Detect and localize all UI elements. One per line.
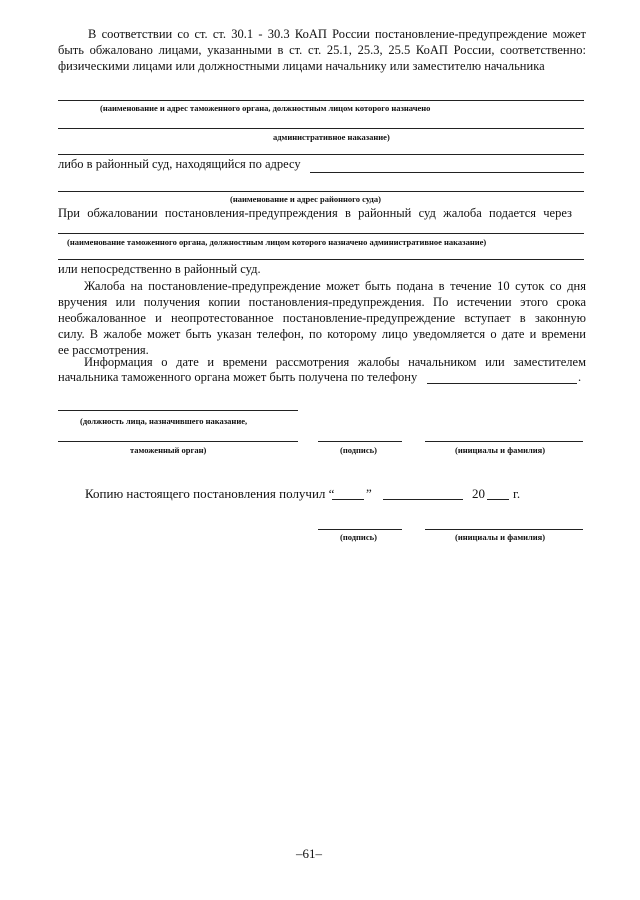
initials-blank-2[interactable] xyxy=(425,529,583,530)
signature-blank-1[interactable] xyxy=(318,441,402,442)
customs-authority-blank-3[interactable] xyxy=(58,154,584,155)
appeal-authority-caption: (наименование таможенного органа, должностным лицом которого назначено административное наказание) xyxy=(67,237,487,247)
court-address-blank[interactable] xyxy=(310,172,584,173)
page-number: –61– xyxy=(296,846,322,861)
receipt-day-blank[interactable] xyxy=(332,499,364,500)
court-line-text: либо в районный суд, находящийся по адресу xyxy=(58,157,301,171)
info-line-2: начальника таможенного органа может быть получена по телефону xyxy=(58,370,418,384)
initials-caption-2: (инициалы и фамилия) xyxy=(455,532,546,542)
court-address-blank-2[interactable] xyxy=(58,191,584,192)
complaint-line-4: силу. В жалобе может быть указан телефон, по которому лицо уведомляется о дате и времени xyxy=(58,327,586,341)
complaint-line-5: ее рассмотрения. xyxy=(58,343,149,357)
appeal-authority-blank[interactable] xyxy=(58,233,584,234)
receipt-year-suffix: г. xyxy=(513,486,521,501)
customs-authority-blank-1[interactable] xyxy=(58,100,584,101)
customs-body-caption: таможенный орган) xyxy=(130,445,207,455)
customs-authority-caption-1: (наименование и адрес таможенного органа, должностным лицом которого назначено xyxy=(100,103,431,113)
phone-blank[interactable] xyxy=(427,383,577,384)
info-line-1: Информация о дате и времени рассмотрения жалобы начальником или заместителем xyxy=(84,355,586,369)
appeal-line: При обжаловании постановления-предупреждения в районный суд жалоба подается через xyxy=(58,206,572,220)
receipt-month-blank[interactable] xyxy=(383,499,463,500)
signature-blank-2[interactable] xyxy=(318,529,402,530)
complaint-line-2: вручения или получения копии постановления-предупреждения. По истечении этого срока xyxy=(58,295,586,309)
intro-line-2: быть обжаловано лицами, указанными в ст. ст. 25.1, 25.3, 25.5 КоАП России, соответственно: xyxy=(58,43,586,57)
info-line-end: . xyxy=(578,370,582,384)
receipt-year-prefix: 20 xyxy=(472,486,485,501)
official-position-blank[interactable] xyxy=(58,410,298,411)
initials-blank-1[interactable] xyxy=(425,441,583,442)
receipt-quote-close: ” xyxy=(366,486,372,501)
direct-line: или непосредственно в районный суд. xyxy=(58,262,261,276)
official-position-caption: (должность лица, назначившего наказание, xyxy=(80,416,248,426)
court-caption: (наименование и адрес районного суда) xyxy=(230,194,381,204)
official-position-blank-2[interactable] xyxy=(58,441,298,442)
complaint-line-1: Жалоба на постановление-предупреждение может быть подана в течение 10 суток со дня xyxy=(84,279,586,293)
receipt-text: Копию настоящего постановления получил “ xyxy=(85,486,335,501)
complaint-line-3: необжалованное и неопротестованное постановление-предупреждение вступает в законную xyxy=(58,311,586,325)
receipt-year-blank[interactable] xyxy=(487,499,509,500)
signature-caption-1: (подпись) xyxy=(340,445,377,455)
customs-authority-blank-2[interactable] xyxy=(58,128,584,129)
customs-authority-caption-2: административное наказание) xyxy=(273,132,390,142)
signature-caption-2: (подпись) xyxy=(340,532,377,542)
intro-line-3: физическими лицами или должностными лицами начальнику или заместителю начальника xyxy=(58,59,545,73)
initials-caption-1: (инициалы и фамилия) xyxy=(455,445,546,455)
intro-line-1: В соответствии со ст. ст. 30.1 - 30.3 КоАП России постановление-предупреждение может xyxy=(88,27,586,41)
appeal-authority-blank-2[interactable] xyxy=(58,259,584,260)
